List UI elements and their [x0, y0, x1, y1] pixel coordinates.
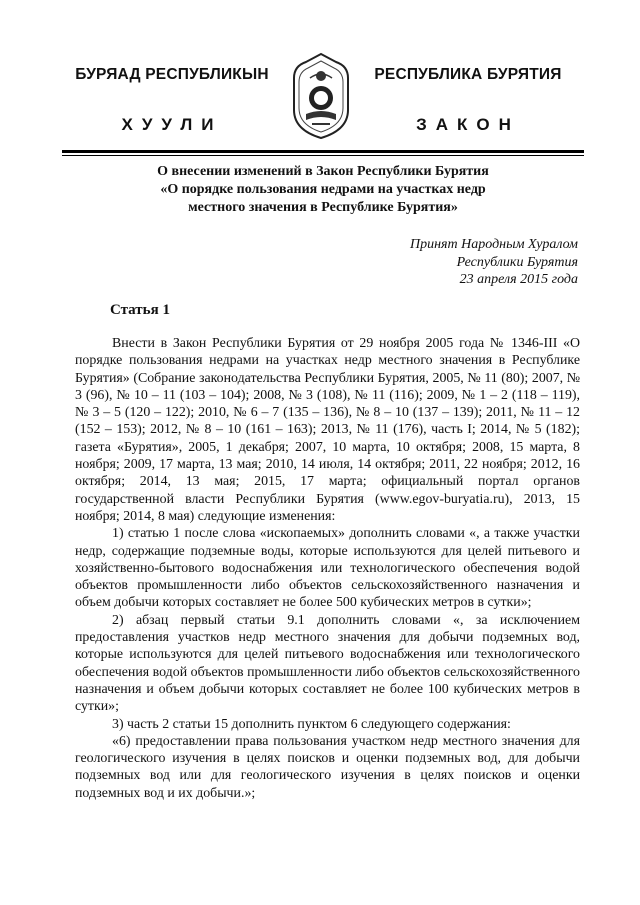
title-line-2: «О порядке пользования недрами на участках недр	[160, 182, 486, 197]
header-divider-thick	[62, 150, 584, 153]
amendment-item-3: 3) часть 2 статьи 15 дополнить пунктом 6 следующего содержания:	[112, 716, 511, 732]
amendment-item-3-quote: «6) предоставлении права пользования участком недр местного значения для геологического изучения в целях поисков и оценки подземных вод, для добычи подземных вод или для геологического изучения в целях поисков и оценки подземных вод и их добычи.»;	[75, 733, 580, 801]
document-title	[110, 163, 536, 217]
title-line-3: местного значения в Республике Бурятия»	[188, 200, 458, 215]
amendment-item-2: 2) абзац первый статьи 9.1 дополнить словами «, за исключением предоставления участков недр местного значения для добычи подземных вод, которые используются для целей питьевого водоснабжения или технологического обеспечения водой объектов промышленности либо объектов сельскохозяйственного назначения и объем добычи которых составляет не более 100 кубических метров в сутки»;	[75, 612, 580, 715]
adopted-line-2: Республики Бурятия	[456, 254, 578, 270]
title-line-1: О внесении изменений в Закон Республики Бурятия	[157, 164, 489, 179]
article-body	[75, 335, 580, 802]
header-right-title: РЕСПУБЛИКА БУРЯТИЯ	[374, 66, 562, 83]
header-left-subtitle: ХУУЛИ	[121, 115, 223, 134]
article-intro: Внести в Закон Республики Бурятия от 29 ноября 2005 года № 1346-III «О порядке пользования недрами на участках недр местного значения в Республике Бурятия» (Собрание законодательства Республики Бурятия, 2005, № 11 (80); 2007, № 3 (96), № 10 – 11 (103 – 104); 2008, № 3 (108), № 11 (116); 2009, № 1 – 2 (118 – 119), № 3 – 5 (120 – 122); 2010, № 6 – 7 (135 – 136), № 8 – 10 (137 – 139); 2011, № 11 – 12 (152 – 153); 2012, № 8 – 10 (161 – 163); 2013, № 11 (176), часть I; 2014, № 5 (182); газета «Бурятия», 2005, 1 декабря; 2007, 10 марта, 10 октября; 2008, 15 марта, 8 ноября; 2009, 17 марта, 13 мая; 2010, 14 июля, 14 октября; 2011, 22 ноября; 2012, 16 октября; 2014, 13 мая; 2015, 17 марта; официальный портал органов государственной власти Республики Бурятия (www.egov-buryatia.ru), 2013, 15 ноября; 2014, 8 мая) следующие изменения:	[75, 336, 580, 524]
header-divider-thin	[62, 155, 584, 156]
header-left-title: БУРЯАД РЕСПУБЛИКЫН	[75, 66, 269, 83]
header-right-subtitle: ЗАКОН	[416, 115, 520, 134]
adopted-date: 23 апреля 2015 года	[459, 272, 578, 287]
article-heading: Статья 1	[110, 302, 170, 318]
coat-of-arms-icon	[288, 50, 354, 142]
adoption-note	[410, 236, 578, 289]
amendment-item-1: 1) статью 1 после слова «ископаемых» дополнить словами «, а также участки недр, содержащие подземные воды, которые используются для целей питьевого и хозяйственно-бытового водоснабжения или технологического обеспечения водой объектов промышленности либо объектов сельскохозяйственного назначения и объем добычи которых составляет не более 500 кубических метров в сутки»;	[75, 526, 580, 611]
adopted-line-1: Принят Народным Хуралом	[409, 237, 578, 252]
